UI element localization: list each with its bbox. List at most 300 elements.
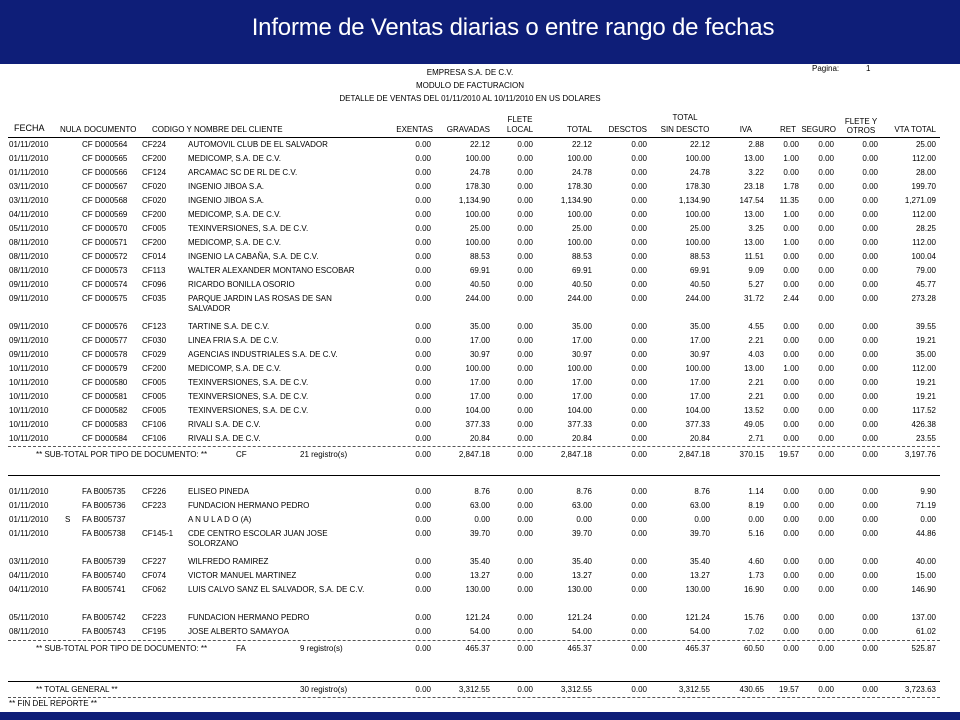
client-code-cell: CF223 (142, 613, 167, 622)
table-row (0, 364, 960, 378)
iva-cell: 11.51 (744, 252, 764, 261)
client-code-cell: CF123 (142, 322, 167, 331)
iva-cell: 13.00 (743, 210, 764, 219)
client-code-cell: CF200 (142, 238, 167, 247)
vta-total-cell: 45.77 (915, 280, 936, 289)
date-cell: 03/11/2010 (9, 182, 49, 191)
client-code-cell: CF005 (142, 392, 167, 401)
exentas-cell: 0.00 (415, 501, 431, 510)
flete-otros-cell: 0.00 (862, 501, 878, 510)
flete-otros-cell: 0.00 (862, 238, 878, 247)
document-cell: FA B005735 (82, 487, 126, 496)
vta-total-cell: 9.90 (920, 487, 936, 496)
flete-otros-cell: 0.00 (862, 294, 878, 303)
descuentos-cell: 0.00 (631, 154, 647, 163)
gravadas-cell: 35.00 (469, 322, 490, 331)
gravadas-cell: 39.70 (469, 529, 490, 538)
client-name-cell: VICTOR MANUEL MARTINEZ (188, 571, 297, 580)
flete-local-cell: 0.00 (517, 224, 533, 233)
seguro-cell: 0.00 (818, 515, 834, 524)
iva-cell: 49.05 (743, 420, 764, 429)
total-cell: 104.00 (567, 406, 592, 415)
descuentos-cell: 0.00 (631, 210, 647, 219)
client-name-cell: JOSE ALBERTO SAMAYOA (188, 627, 289, 636)
col-flete-otros-2: OTROS (846, 126, 876, 135)
client-name-cell: TARTINE S.A. DE C.V. (188, 322, 270, 331)
date-cell: 01/11/2010 (9, 140, 49, 149)
flete-otros-cell: 0.00 (862, 210, 878, 219)
total-cell: 17.00 (571, 378, 592, 387)
gravadas-cell: 104.00 (465, 406, 490, 415)
iva-cell: 8.19 (748, 501, 764, 510)
ret-cell: 0.00 (783, 336, 799, 345)
flete-otros-cell: 0.00 (862, 224, 878, 233)
ret-cell: 0.00 (783, 350, 799, 359)
total-cell: 30.97 (571, 350, 592, 359)
iva-cell: 4.55 (748, 322, 764, 331)
flete-local-cell: 0.00 (517, 252, 533, 261)
total-cell: 13.27 (571, 571, 592, 580)
seguro-cell: 0.00 (818, 266, 834, 275)
document-cell: CF D000569 (82, 210, 128, 219)
flete-local-cell: 0.00 (517, 406, 533, 415)
flete-local-cell: 0.00 (517, 515, 533, 524)
total-cell: 22.12 (571, 140, 592, 149)
client-name-cell: RICARDO BONILLA OSORIO (188, 280, 295, 289)
grand-total-rule (8, 681, 940, 682)
col-gravadas: GRAVADAS (446, 125, 490, 134)
exentas-cell: 0.00 (415, 434, 431, 443)
descuentos-cell: 0.00 (631, 627, 647, 636)
gravadas-cell: 40.50 (469, 280, 490, 289)
gravadas-cell: 88.53 (469, 252, 490, 261)
gravadas-cell: 100.00 (465, 364, 490, 373)
vta-total-cell: 25.00 (915, 140, 936, 149)
date-cell: 08/11/2010 (9, 252, 49, 261)
table-row (0, 515, 960, 529)
gravadas-cell: 377.33 (465, 420, 490, 429)
total-cell: 54.00 (571, 627, 592, 636)
table-row (0, 154, 960, 168)
iva-cell: 13.00 (743, 364, 764, 373)
gravadas-cell: 0.00 (474, 515, 490, 524)
flete-local-cell: 0.00 (517, 613, 533, 622)
table-row (0, 487, 960, 501)
col-total-sin-descto-2: SIN DESCTO (660, 125, 710, 134)
client-code-cell: CF030 (142, 336, 167, 345)
gravadas-cell: 100.00 (465, 238, 490, 247)
total-sin-descto-cell: 465.37 (685, 644, 710, 653)
seguro-cell: 0.00 (818, 196, 834, 205)
flete-local-cell: 0.00 (517, 378, 533, 387)
descuentos-cell: 0.00 (631, 266, 647, 275)
descuentos-cell: 0.00 (631, 557, 647, 566)
flete-local-cell: 0.00 (517, 571, 533, 580)
grand-total-bottom-rule (8, 697, 940, 698)
flete-otros-cell: 0.00 (862, 571, 878, 580)
total-cell: 35.00 (571, 322, 592, 331)
total-sin-descto-cell: 121.24 (685, 613, 710, 622)
client-name-cell: AUTOMOVIL CLUB DE EL SALVADOR (188, 140, 328, 149)
descuentos-cell: 0.00 (631, 336, 647, 345)
total-sin-descto-cell: 30.97 (689, 350, 710, 359)
table-row (0, 322, 960, 336)
flete-local-cell: 0.00 (517, 294, 533, 303)
client-name-cell: TEXINVERSIONES, S.A. DE C.V. (188, 378, 309, 387)
table-row (0, 266, 960, 280)
total-sin-descto-cell: 13.27 (689, 571, 710, 580)
total-cell: 377.33 (567, 420, 592, 429)
exentas-cell: 0.00 (415, 252, 431, 261)
table-row (0, 392, 960, 406)
flete-otros-cell: 0.00 (862, 378, 878, 387)
vta-total-cell: 15.00 (915, 571, 936, 580)
date-cell: 04/11/2010 (9, 571, 49, 580)
date-cell: 01/11/2010 (9, 529, 49, 538)
total-sin-descto-cell: 17.00 (689, 336, 710, 345)
client-code-cell: CF005 (142, 406, 167, 415)
seguro-cell: 0.00 (818, 487, 834, 496)
slide-title: Informe de Ventas diarias o entre rango de fechas (251, 14, 775, 41)
ret-cell: 1.00 (783, 238, 799, 247)
iva-cell: 2.21 (748, 336, 764, 345)
total-cell: 17.00 (571, 336, 592, 345)
flete-otros-cell: 0.00 (862, 154, 878, 163)
total-cell: 69.91 (571, 266, 592, 275)
table-row (0, 529, 960, 548)
gravadas-cell: 465.37 (465, 644, 490, 653)
ret-cell: 0.00 (783, 557, 799, 566)
client-code-cell: CF074 (142, 571, 167, 580)
iva-cell: 1.73 (748, 571, 764, 580)
document-cell: CF D000577 (82, 336, 128, 345)
exentas-cell: 0.00 (415, 168, 431, 177)
report-detail: DETALLE DE VENTAS DEL 01/11/2010 AL 10/11/2010 EN US DOLARES (339, 94, 601, 103)
client-name-cell: WILFREDO RAMIREZ (188, 557, 269, 566)
ret-cell: 0.00 (783, 266, 799, 275)
exentas-cell: 0.00 (415, 182, 431, 191)
ret-cell: 1.00 (783, 154, 799, 163)
record-count: 9 registro(s) (300, 644, 343, 653)
client-code-cell: CF014 (142, 252, 167, 261)
gravadas-cell: 100.00 (465, 154, 490, 163)
total-sin-descto-cell: 100.00 (685, 210, 710, 219)
iva-cell: 4.03 (748, 350, 764, 359)
iva-cell: 13.52 (743, 406, 764, 415)
subtotal-fa-rule (8, 640, 940, 641)
flete-otros-cell: 0.00 (862, 420, 878, 429)
ret-cell: 0.00 (783, 224, 799, 233)
date-cell: 03/11/2010 (9, 557, 49, 566)
client-code-cell: CF020 (142, 196, 167, 205)
exentas-cell: 0.00 (415, 336, 431, 345)
client-code-cell: CF224 (142, 140, 167, 149)
total-label: ** SUB-TOTAL POR TIPO DE DOCUMENTO: ** (36, 450, 208, 459)
client-code-cell: CF106 (142, 420, 167, 429)
gravadas-cell: 20.84 (469, 434, 490, 443)
client-code-cell: CF200 (142, 210, 167, 219)
client-name-cell: LINEA FRIA S.A. DE C.V. (188, 336, 279, 345)
ret-cell: 0.00 (783, 322, 799, 331)
table-row (0, 378, 960, 392)
document-cell: CF D000583 (82, 420, 128, 429)
vta-total-cell: 79.00 (915, 266, 936, 275)
iva-cell: 2.88 (748, 140, 764, 149)
module-name: MODULO DE FACTURACION (415, 81, 524, 90)
flete-otros-cell: 0.00 (862, 196, 878, 205)
date-cell: 05/11/2010 (9, 224, 49, 233)
descuentos-cell: 0.00 (631, 406, 647, 415)
total-sin-descto-cell: 69.91 (689, 266, 710, 275)
iva-cell: 2.71 (748, 434, 764, 443)
flete-otros-cell: 0.00 (862, 644, 878, 653)
ret-cell: 2.44 (783, 294, 799, 303)
vta-total-cell: 3,723.63 (904, 685, 936, 694)
client-code-cell: CF035 (142, 294, 167, 303)
exentas-cell: 0.00 (415, 364, 431, 373)
iva-cell: 2.21 (748, 392, 764, 401)
total-sin-descto-cell: 20.84 (689, 434, 710, 443)
document-cell: FA B005741 (82, 585, 126, 594)
exentas-cell: 0.00 (415, 529, 431, 538)
descuentos-cell: 0.00 (631, 450, 647, 459)
document-cell: FA B005737 (82, 515, 126, 524)
flete-otros-cell: 0.00 (862, 168, 878, 177)
total-sin-descto-cell: 104.00 (685, 406, 710, 415)
col-documento: DOCUMENTO (84, 125, 137, 134)
total-sin-descto-cell: 35.40 (689, 557, 710, 566)
exentas-cell: 0.00 (415, 224, 431, 233)
vta-total-cell: 112.00 (912, 154, 936, 163)
table-row (0, 501, 960, 515)
date-cell: 09/11/2010 (9, 294, 49, 303)
descuentos-cell: 0.00 (631, 196, 647, 205)
gravadas-cell: 121.24 (465, 613, 490, 622)
flete-otros-cell: 0.00 (862, 280, 878, 289)
client-name-cell: TEXINVERSIONES, S.A. DE C.V. (188, 224, 309, 233)
date-cell: 10/11/2010 (9, 392, 49, 401)
iva-cell: 60.50 (743, 644, 764, 653)
total-label: ** SUB-TOTAL POR TIPO DE DOCUMENTO: ** (36, 644, 208, 653)
total-sin-descto-cell: 39.70 (689, 529, 710, 538)
flete-local-cell: 0.00 (517, 196, 533, 205)
seguro-cell: 0.00 (818, 280, 834, 289)
ret-cell: 0.00 (783, 627, 799, 636)
table-row (0, 280, 960, 294)
table-row (0, 585, 960, 599)
table-row (0, 557, 960, 571)
seguro-cell: 0.00 (818, 336, 834, 345)
seguro-cell: 0.00 (818, 210, 834, 219)
client-name-cell: MEDICOMP, S.A. DE C.V. (188, 210, 281, 219)
seguro-cell: 0.00 (818, 420, 834, 429)
seguro-cell: 0.00 (818, 434, 834, 443)
vta-total-cell: 273.28 (911, 294, 936, 303)
client-name-cell: A N U L A D O (A) (188, 515, 252, 524)
gravadas-cell: 3,312.55 (458, 685, 490, 694)
flete-local-cell: 0.00 (517, 182, 533, 191)
descuentos-cell: 0.00 (631, 501, 647, 510)
ret-cell: 0.00 (783, 529, 799, 538)
vta-total-cell: 112.00 (912, 210, 936, 219)
document-cell: CF D000580 (82, 378, 128, 387)
seguro-cell: 0.00 (818, 557, 834, 566)
descuentos-cell: 0.00 (631, 280, 647, 289)
exentas-cell: 0.00 (415, 420, 431, 429)
gravadas-cell: 54.00 (469, 627, 490, 636)
exentas-cell: 0.00 (415, 378, 431, 387)
flete-local-cell: 0.00 (517, 450, 533, 459)
client-code-cell: CF145-1 (142, 529, 174, 538)
client-name-cell: INGENIO LA CABAÑA, S.A. DE C.V. (188, 252, 319, 261)
total-sin-descto-cell: 178.30 (685, 182, 710, 191)
flete-otros-cell: 0.00 (862, 364, 878, 373)
exentas-cell: 0.00 (415, 450, 431, 459)
descuentos-cell: 0.00 (631, 613, 647, 622)
seguro-cell: 0.00 (818, 406, 834, 415)
date-cell: 01/11/2010 (9, 501, 49, 510)
exentas-cell: 0.00 (415, 266, 431, 275)
col-total: TOTAL (566, 125, 592, 134)
flete-local-cell: 0.00 (517, 644, 533, 653)
document-cell: CF D000576 (82, 322, 128, 331)
total-sin-descto-cell: 1,134.90 (678, 196, 710, 205)
vta-total-cell: 1,271.09 (904, 196, 936, 205)
total-row (0, 450, 960, 464)
flete-local-cell: 0.00 (517, 336, 533, 345)
iva-cell: 3.25 (748, 224, 764, 233)
flete-otros-cell: 0.00 (862, 182, 878, 191)
col-seguro: SEGURO (801, 125, 836, 134)
table-row (0, 168, 960, 182)
document-cell: CF D000572 (82, 252, 128, 261)
client-name-cell: ELISEO PINEDA (188, 487, 249, 496)
client-name-cell: CDE CENTRO ESCOLAR JUAN JOSE SOLORZANO (188, 529, 328, 548)
total-cell: 24.78 (571, 168, 592, 177)
gravadas-cell: 25.00 (469, 224, 490, 233)
total-sin-descto-cell: 8.76 (694, 487, 710, 496)
col-descuentos: DESCTOS (608, 125, 647, 134)
group-fa-rule (8, 475, 940, 476)
total-sin-descto-cell: 2,847.18 (678, 450, 710, 459)
header-rule (8, 137, 940, 138)
flete-otros-cell: 0.00 (862, 585, 878, 594)
document-cell: FA B005739 (82, 557, 126, 566)
seguro-cell: 0.00 (818, 224, 834, 233)
flete-local-cell: 0.00 (517, 627, 533, 636)
descuentos-cell: 0.00 (631, 168, 647, 177)
descuentos-cell: 0.00 (631, 252, 647, 261)
ret-cell: 0.00 (783, 515, 799, 524)
vta-total-cell: 100.04 (911, 252, 936, 261)
document-cell: CF D000584 (82, 434, 128, 443)
document-cell: CF D000566 (82, 168, 128, 177)
slide-bottom-bar (0, 712, 960, 720)
table-row (0, 238, 960, 252)
iva-cell: 147.54 (739, 196, 764, 205)
flete-local-cell: 0.00 (517, 585, 533, 594)
client-code-cell: CF029 (142, 350, 167, 359)
total-sin-descto-cell: 88.53 (689, 252, 710, 261)
table-row (0, 350, 960, 364)
exentas-cell: 0.00 (415, 627, 431, 636)
total-cell: 17.00 (571, 392, 592, 401)
vta-total-cell: 525.87 (911, 644, 936, 653)
vta-total-cell: 61.02 (915, 627, 936, 636)
client-code-cell: CF223 (142, 501, 167, 510)
ret-cell: 0.00 (783, 252, 799, 261)
table-row (0, 252, 960, 266)
exentas-cell: 0.00 (415, 392, 431, 401)
flete-local-cell: 0.00 (517, 685, 533, 694)
document-cell: FA B005743 (82, 627, 126, 636)
descuentos-cell: 0.00 (631, 392, 647, 401)
date-cell: 01/11/2010 (9, 168, 49, 177)
exentas-cell: 0.00 (415, 196, 431, 205)
nula-cell: S (65, 515, 71, 524)
seguro-cell: 0.00 (818, 350, 834, 359)
ret-cell: 19.57 (778, 450, 799, 459)
vta-total-cell: 3,197.76 (904, 450, 936, 459)
document-cell: FA B005740 (82, 571, 126, 580)
vta-total-cell: 44.86 (915, 529, 936, 538)
ret-cell: 0.00 (783, 168, 799, 177)
exentas-cell: 0.00 (415, 238, 431, 247)
flete-otros-cell: 0.00 (862, 557, 878, 566)
ret-cell: 1.00 (783, 364, 799, 373)
client-name-cell: TEXINVERSIONES, S.A. DE C.V. (188, 392, 309, 401)
date-cell: 05/11/2010 (9, 613, 49, 622)
company-name: EMPRESA S.A. DE C.V. (426, 68, 514, 77)
exentas-cell: 0.00 (415, 154, 431, 163)
total-cell: 130.00 (567, 585, 592, 594)
exentas-cell: 0.00 (415, 571, 431, 580)
gravadas-cell: 17.00 (469, 336, 490, 345)
flete-local-cell: 0.00 (517, 392, 533, 401)
descuentos-cell: 0.00 (631, 182, 647, 191)
document-cell: CF D000574 (82, 280, 128, 289)
flete-otros-cell: 0.00 (862, 627, 878, 636)
document-cell: CF D000578 (82, 350, 128, 359)
ret-cell: 0.00 (783, 392, 799, 401)
total-cell: 100.00 (567, 210, 592, 219)
vta-total-cell: 19.21 (915, 378, 936, 387)
client-name-cell: TEXINVERSIONES, S.A. DE C.V. (188, 406, 309, 415)
seguro-cell: 0.00 (818, 154, 834, 163)
vta-total-cell: 28.25 (915, 224, 936, 233)
page-number: 1 (866, 64, 871, 73)
vta-total-cell: 117.52 (912, 406, 936, 415)
total-sin-descto-cell: 244.00 (685, 294, 710, 303)
table-row (0, 571, 960, 585)
ret-cell: 1.00 (783, 210, 799, 219)
seguro-cell: 0.00 (818, 168, 834, 177)
gravadas-cell: 8.76 (474, 487, 490, 496)
client-code-cell: CF200 (142, 154, 167, 163)
total-cell: 88.53 (571, 252, 592, 261)
ret-cell: 0.00 (783, 434, 799, 443)
ret-cell: 0.00 (783, 644, 799, 653)
total-label: ** TOTAL GENERAL ** (36, 685, 118, 694)
exentas-cell: 0.00 (415, 406, 431, 415)
flete-otros-cell: 0.00 (862, 529, 878, 538)
total-cell: 25.00 (571, 224, 592, 233)
document-cell: FA B005742 (82, 613, 126, 622)
table-row (0, 420, 960, 434)
gravadas-cell: 178.30 (465, 182, 490, 191)
total-sin-descto-cell: 63.00 (689, 501, 710, 510)
descuentos-cell: 0.00 (631, 420, 647, 429)
